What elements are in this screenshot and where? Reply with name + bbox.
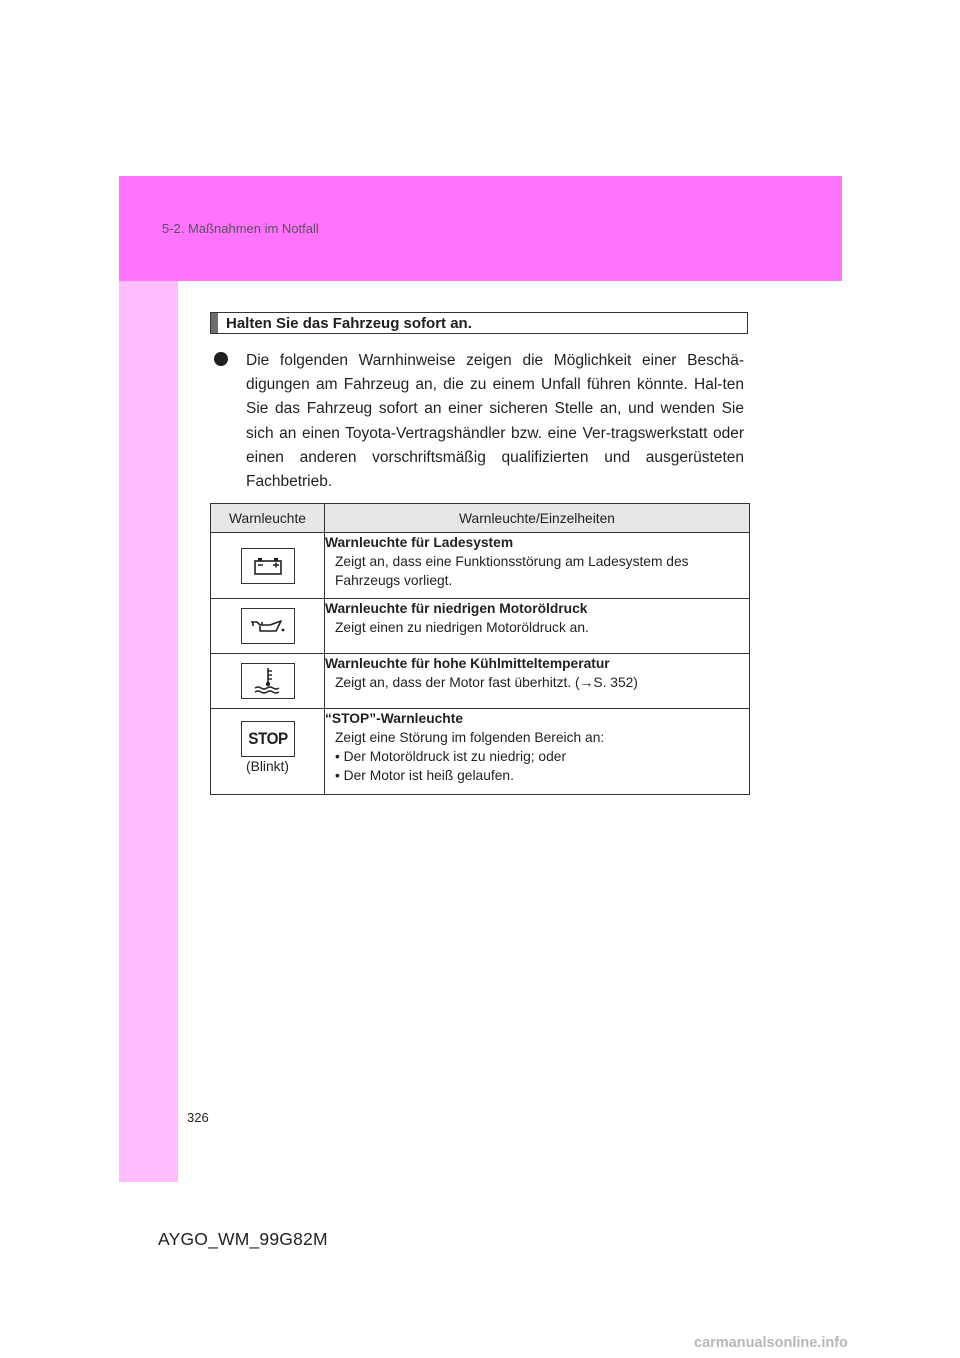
row-text: Zeigt eine Störung im folgenden Bereich an: (335, 730, 605, 745)
oil-can-icon (241, 608, 295, 644)
details-cell (325, 709, 750, 795)
icon-cell (211, 533, 325, 599)
bullet-dot-icon (214, 352, 228, 366)
section-heading (210, 312, 748, 334)
page-number: 326 (187, 1110, 209, 1125)
coolant-temperature-icon (241, 663, 295, 699)
row-text: • Der Motor ist heiß gelaufen. (335, 768, 514, 783)
row-text: Zeigt einen zu niedrigen Motoröldruck an. (335, 620, 589, 635)
icon-cell (211, 709, 325, 795)
row-title: “STOP”-Warnleuchte (325, 711, 463, 726)
table-row (211, 599, 750, 654)
heading-bar (211, 313, 218, 333)
stop-icon-label: STOP (247, 729, 288, 748)
column-header-details: Warnleuchte/Einzelheiten (325, 504, 750, 533)
icon-cell (211, 599, 325, 654)
row-title: Warnleuchte für niedrigen Motoröldruck (325, 601, 588, 616)
table-row (211, 654, 750, 709)
watermark[interactable]: carmanualsonline.info (694, 1335, 848, 1351)
row-title: Warnleuchte für hohe Kühlmitteltemperatur (325, 656, 610, 671)
row-title: Warnleuchte für Ladesystem (325, 535, 514, 550)
side-band (119, 281, 178, 1182)
icon-caption: (Blinkt) (246, 759, 289, 774)
table-row (211, 533, 750, 599)
table-row (211, 709, 750, 795)
column-header-light: Warnleuchte (211, 504, 325, 533)
intro-text: Die folgenden Warnhinweise zeigen die Möglichkeit einer Beschä-digungen am Fahrzeug an, die zu einem Unfall führen könnte. Hal-ten Sie das Fahrzeug sofort an einer sicheren Stelle an, und wenden Sie sich an einen Toyota-Vertragshändler bzw. eine Ver-tragswerkstatt oder einen anderen vorschriftsmäßig qualifizierten und ausgerüsteten Fachbetrieb. (246, 352, 744, 491)
stop-icon (241, 721, 295, 757)
details-cell (325, 599, 750, 654)
details-cell (325, 654, 750, 709)
battery-icon (241, 548, 295, 584)
warning-lights-table (210, 503, 750, 795)
intro-paragraph (214, 349, 744, 494)
row-text: Fahrzeugs vorliegt. (335, 573, 453, 588)
section-label: 5-2. Maßnahmen im Notfall (162, 221, 319, 236)
heading-text: Halten Sie das Fahrzeug sofort an. (226, 314, 472, 332)
icon-cell (211, 654, 325, 709)
row-text: • Der Motoröldruck ist zu niedrig; oder (335, 749, 567, 764)
row-text: Zeigt an, dass der Motor fast überhitzt. (→S. 352) (335, 675, 638, 690)
row-text: Zeigt an, dass eine Funktionsstörung am Ladesystem des (335, 554, 689, 569)
details-cell (325, 533, 750, 599)
document-id: AYGO_WM_99G82M (158, 1229, 328, 1249)
table-header-row (211, 504, 750, 533)
